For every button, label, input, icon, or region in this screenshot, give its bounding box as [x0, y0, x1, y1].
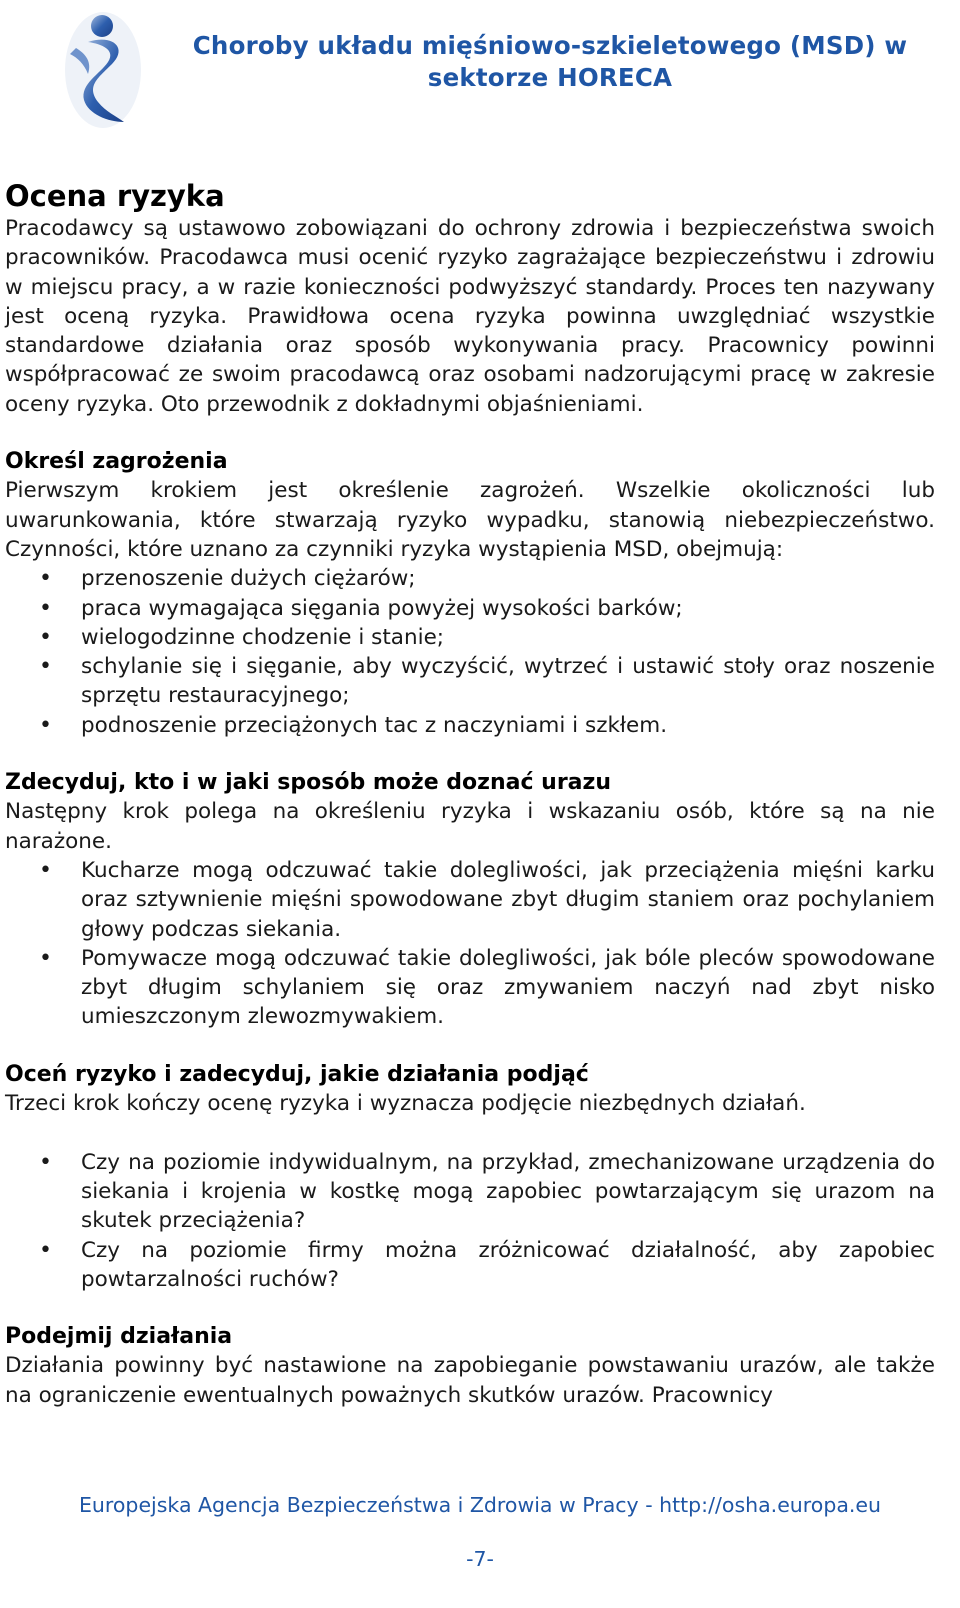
list-item: • Kucharze mogą odczuwać takie dolegliwości, jak przeciążenia mięśni karku oraz sztywnienie mięśni spowodowane zbyt długim staniem oraz pochylaniem głowy podczas siekania.	[5, 856, 935, 944]
heading-identify-hazards: Określ zagrożenia	[5, 449, 228, 475]
section-title-risk-assessment: Ocena ryzyka	[5, 179, 225, 213]
list-item: • praca wymagająca sięgania powyżej wysokości barków;	[5, 594, 935, 623]
osha-figure-logo-icon	[58, 4, 148, 130]
page-header	[0, 0, 960, 140]
spacer	[5, 419, 935, 447]
spacer	[5, 1294, 935, 1322]
list-item: • wielogodzinne chodzenie i stanie;	[5, 623, 935, 652]
header-title-line-1: Choroby układu mięśniowo-szkieletowego (MSD) w	[192, 31, 908, 60]
hazards-list	[5, 564, 935, 740]
harmed-list	[5, 856, 935, 1032]
list-item: • Czy na poziomie firmy można zróżnicować działalność, aby zapobiec powtarzalności ruchów?	[5, 1236, 935, 1295]
who-may-be-harmed-paragraph: Następny krok polega na określeniu ryzyka i wskazaniu osób, które są na nie narażone.	[5, 799, 935, 854]
document-body	[5, 178, 935, 1410]
header-title	[160, 30, 940, 94]
evaluate-risk-paragraph: Trzeci krok kończy ocenę ryzyka i wyznacza podjęcie niezbędnych działań.	[5, 1091, 806, 1117]
page-number: -7-	[466, 1547, 494, 1571]
footer-agency-link[interactable]: Europejska Agencja Bezpieczeństwa i Zdrowia w Pracy - http://osha.europa.eu	[78, 1493, 882, 1517]
heading-who-may-be-harmed: Zdecyduj, kto i w jaki sposób może doznać urazu	[5, 770, 611, 796]
list-item: • podnoszenie przeciążonych tac z naczyniami i szkłem.	[5, 711, 935, 740]
list-item: • Pomywacze mogą odczuwać takie dolegliwości, jak bóle pleców spowodowane zbyt długim schylaniem się oraz zmywaniem naczyń nad zbyt nisko umieszczonym zlewozmywakiem.	[5, 944, 935, 1032]
identify-hazards-paragraph: Pierwszym krokiem jest określenie zagrożeń. Wszelkie okoliczności lub uwarunkowania, które stwarzają ryzyko wypadku, stanowią niebezpieczeństwo. Czynności, które uznano za czynniki ryzyka wystąpienia MSD, obejmują:	[5, 478, 935, 562]
heading-take-action: Podejmij działania	[5, 1324, 233, 1350]
list-item: • przenoszenie dużych ciężarów;	[5, 564, 935, 593]
list-item: • Czy na poziomie indywidualnym, na przykład, zmechanizowane urządzenia do siekania i krojenia w kostkę mogą zapobiec powtarzającym się urazom na skutek przeciążenia?	[5, 1148, 935, 1236]
questions-list	[5, 1148, 935, 1294]
header-title-line-2: sektorze HORECA	[427, 63, 673, 92]
heading-evaluate-risk: Oceń ryzyko i zadecyduj, jakie działania podjąć	[5, 1061, 589, 1087]
spacer	[5, 1032, 935, 1060]
spacer	[5, 740, 935, 768]
take-action-paragraph: Działania powinny być nastawione na zapobieganie powstawaniu urazów, ale także na ograniczenie ewentualnych poważnych skutków urazów. Pracownicy	[5, 1353, 935, 1408]
spacer	[5, 1118, 935, 1147]
intro-paragraph: Pracodawcy są ustawowo zobowiązani do ochrony zdrowia i bezpieczeństwa swoich pracowników. Pracodawca musi ocenić ryzyko zagrażające bezpieczeństwu i zdrowiu w miejscu pracy, a w razie konieczności podwyższyć standardy. Proces ten nazywany jest oceną ryzyka. Prawidłowa ocena ryzyka powinna uwzględniać wszystkie standardowe działania oraz sposób wykonywania pracy. Pracownicy powinni współpracować ze swoim pracodawcą oraz osobami nadzorującymi pracę w zakresie oceny ryzyka. Oto przewodnik z dokładnymi objaśnieniami.	[5, 216, 935, 417]
list-item: • schylanie się i sięganie, aby wyczyścić, wytrzeć i ustawić stoły oraz noszenie sprzętu restauracyjnego;	[5, 652, 935, 711]
